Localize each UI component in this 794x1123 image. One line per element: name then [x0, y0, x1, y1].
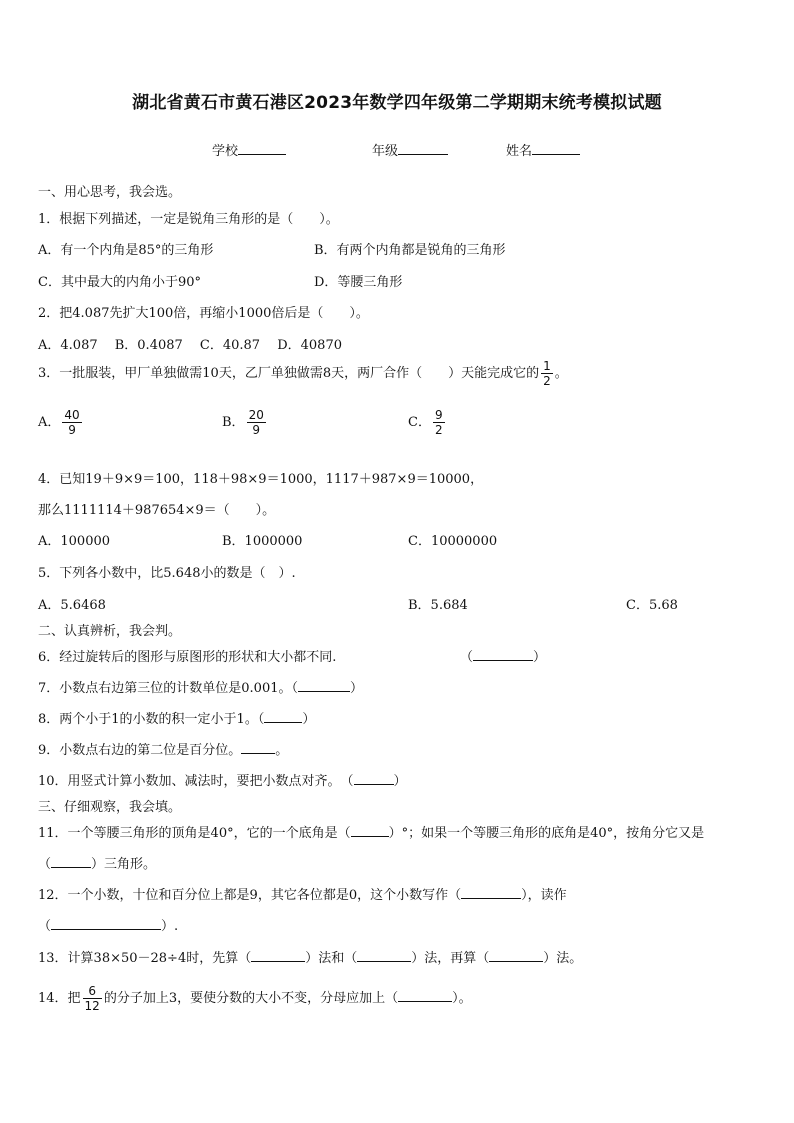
- school-blank[interactable]: [238, 142, 286, 155]
- q14-fraction-den: 12: [84, 999, 100, 1013]
- q3-text-after: 。: [554, 366, 568, 381]
- q13-text: [38, 947, 582, 966]
- q3-option-a-label: A．: [38, 415, 61, 430]
- q13-part3: ）法，再算（: [411, 951, 490, 966]
- q14-blank[interactable]: [398, 989, 452, 1002]
- q11-part1: 11．一个等腰三角形的顶角是40°，它的一个底角是（: [38, 826, 351, 841]
- q5-option-c[interactable]: C．5.68: [626, 598, 678, 613]
- q13-blank-1[interactable]: [251, 949, 305, 962]
- q3-option-b-label: B．: [222, 415, 245, 430]
- q11-blank-1[interactable]: [351, 824, 389, 837]
- q9-blank[interactable]: [241, 741, 275, 754]
- q14-text: [38, 984, 472, 1013]
- q12-part2: ），读作: [521, 888, 567, 903]
- q14-part2: 的分子加上3，要使分数的大小不变，分母应加上（: [103, 991, 399, 1006]
- q11-line1: [38, 822, 704, 841]
- q9-text-main: 9．小数点右边的第二位是百分位。: [38, 743, 242, 758]
- q12-part3: （: [38, 919, 52, 934]
- q2-text: 2．把4.087先扩大100倍，再缩小1000倍后是（ ）。: [38, 306, 369, 321]
- q14-part1: 14．把: [38, 991, 81, 1006]
- q4-line2: 那么1111114＋987654×9＝（ ）。: [38, 503, 276, 518]
- section-2-heading: 二、认真辨析，我会判。: [38, 624, 182, 639]
- q13-blank-3[interactable]: [489, 949, 543, 962]
- q11-part4: ）三角形。: [91, 857, 157, 872]
- q4-line1: 4．已知19＋9×9＝100，118＋98×9＝1000，1117＋987×9＝10000，: [38, 472, 484, 487]
- q1-text: 1．根据下列描述，一定是锐角三角形的是（ ）。: [38, 212, 339, 227]
- q4-option-b[interactable]: B．1000000: [222, 534, 303, 549]
- q11-part2: ）°；如果一个等腰三角形的底角是40°，按角分它又是: [388, 826, 705, 841]
- q8-text-main: 8．两个小于1的小数的积一定小于1。（: [38, 712, 265, 727]
- q1-option-b[interactable]: B．有两个内角都是锐角的三角形: [314, 243, 506, 258]
- q12-blank-2[interactable]: [51, 917, 161, 930]
- q11-blank-2[interactable]: [51, 855, 91, 868]
- q3-option-a-den: 9: [68, 423, 76, 437]
- q1-option-c[interactable]: C．其中最大的内角小于90°: [38, 275, 201, 290]
- q12-line1: [38, 884, 567, 903]
- q3-option-c-den: 2: [434, 423, 443, 437]
- q6-answer[interactable]: [460, 646, 546, 665]
- q10-blank[interactable]: [354, 772, 394, 785]
- q10-paren-close: ）: [393, 774, 407, 789]
- q3-option-b-den: 9: [252, 423, 261, 437]
- school-label: 学校: [212, 144, 239, 159]
- q11-line2: [38, 853, 156, 872]
- name-blank[interactable]: [532, 142, 580, 155]
- q13-part4: ）法。: [543, 951, 583, 966]
- q3-option-c-label: C．: [408, 415, 431, 430]
- q6-text: 6．经过旋转后的图形与原图形的形状和大小都不同.: [38, 650, 337, 665]
- q12-blank-1[interactable]: [461, 886, 521, 899]
- q12-part4: ）.: [161, 919, 179, 934]
- page-title: 湖北省黄石市黄石港区2023年数学四年级第二学期期末统考模拟试题: [132, 93, 662, 113]
- q3-option-b-fraction: [247, 408, 266, 437]
- q8-paren-close: ）: [302, 712, 316, 727]
- q7-text: [38, 677, 363, 696]
- grade-label: 年级: [372, 144, 399, 159]
- q12-line2: [38, 915, 178, 934]
- q3-option-a-fraction: [62, 408, 81, 437]
- q3-fraction: [541, 359, 553, 388]
- q13-part2: ）法和（: [305, 951, 358, 966]
- q1-option-a[interactable]: A．有一个内角是85°的三角形: [38, 243, 214, 258]
- q14-fraction: [83, 984, 102, 1013]
- q14-part3: ）。: [452, 991, 472, 1006]
- q4-option-c[interactable]: C．10000000: [408, 534, 498, 549]
- q7-text-main: 7．小数点右边第三位的计数单位是0.001。（: [38, 681, 298, 696]
- q3-option-c[interactable]: [408, 408, 447, 437]
- q7-paren-close: ）: [350, 681, 364, 696]
- q3-text-before: 3．一批服装，甲厂单独做需10天，乙厂单独做需8天，两厂合作（ ）天能完成它的: [38, 366, 540, 381]
- q7-blank[interactable]: [298, 679, 350, 692]
- section-3-heading: 三、仔细观察，我会填。: [38, 800, 182, 815]
- q8-text: [38, 708, 315, 727]
- q6-blank[interactable]: [473, 648, 533, 661]
- q5-text: 5．下列各小数中，比5.648小的数是（ ）.: [38, 566, 296, 581]
- q1-option-d[interactable]: D．等腰三角形: [314, 275, 403, 290]
- q3-fraction-num: 1: [543, 359, 551, 373]
- q9-end: 。: [275, 743, 289, 758]
- school-field: [212, 140, 286, 159]
- q3-option-a[interactable]: [38, 408, 84, 437]
- q3-option-a-num: 40: [64, 408, 80, 422]
- q4-option-a[interactable]: A．100000: [38, 534, 111, 549]
- grade-field: [372, 140, 448, 159]
- q5-option-b[interactable]: B．5.684: [408, 598, 468, 613]
- q6-paren-close: ）: [533, 650, 547, 665]
- q11-part3: （: [38, 857, 52, 872]
- q13-part1: 13．计算38×50－28÷4时，先算（: [38, 951, 252, 966]
- q2-options[interactable]: A．4.087 B．0.4087 C．40.87 D．40870: [38, 338, 342, 353]
- q8-blank[interactable]: [264, 710, 302, 723]
- name-field: [506, 140, 580, 159]
- q13-blank-2[interactable]: [357, 949, 411, 962]
- q5-option-a[interactable]: A．5.6468: [38, 598, 106, 613]
- grade-blank[interactable]: [398, 142, 448, 155]
- q10-text-main: 10．用竖式计算小数加、减法时，要把小数点对齐。 （: [38, 774, 354, 789]
- q3-text: [38, 359, 568, 388]
- q3-option-b[interactable]: [222, 408, 268, 437]
- q12-part1: 12．一个小数，十位和百分位上都是9，其它各位都是0，这个小数写作（: [38, 888, 462, 903]
- q9-text: [38, 739, 288, 758]
- q6-paren-open: （: [460, 650, 474, 665]
- q3-option-b-num: 20: [248, 408, 264, 422]
- q3-fraction-den: 2: [543, 374, 551, 388]
- q14-fraction-num: 6: [83, 984, 102, 999]
- q3-option-c-num: 9: [434, 408, 443, 422]
- name-label: 姓名: [506, 144, 533, 159]
- q10-text: [38, 770, 407, 789]
- q3-option-c-fraction: [433, 408, 445, 437]
- section-1-heading: 一、用心思考，我会选。: [38, 185, 182, 200]
